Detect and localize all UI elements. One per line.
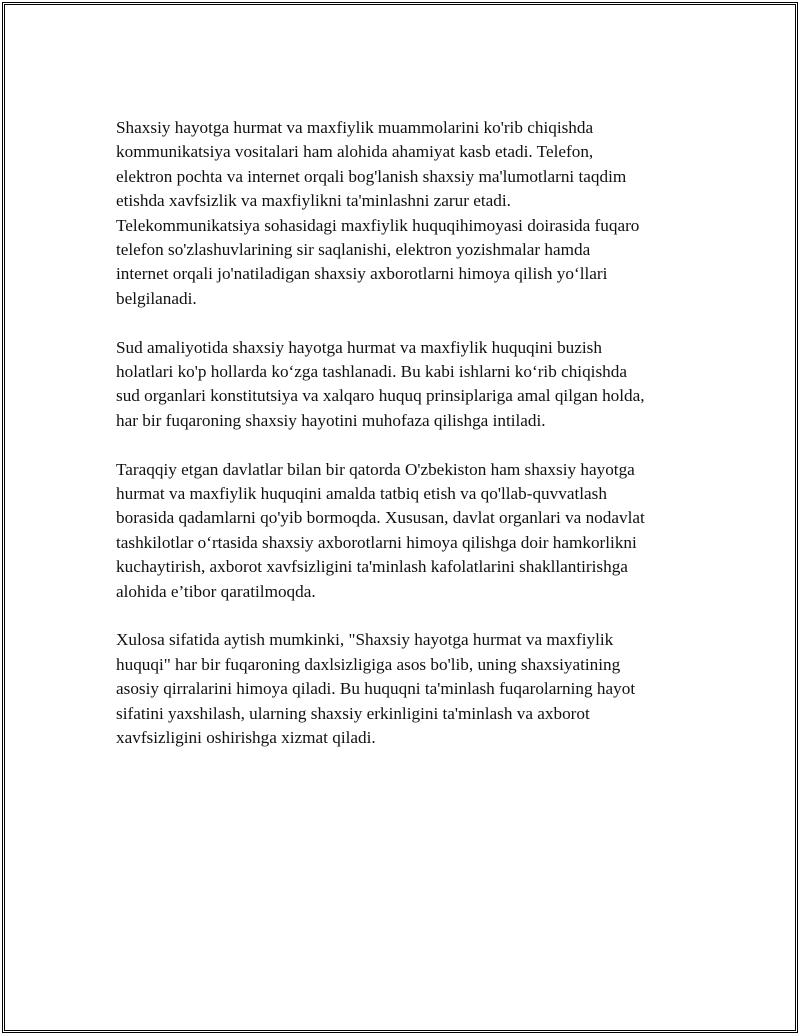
text-line: alohida e’tibor qaratilmoqda.: [116, 581, 316, 601]
text-line: holatlari ko'p hollarda ko‘zga tashlanadi. Bu kabi ishlarni ko‘rib chiqishda: [116, 362, 627, 382]
text-line: borasida qadamlarni qo'yib bormoqda. Xususan, davlat organlari va nodavlat: [116, 508, 645, 528]
document-body: [116, 116, 696, 775]
text-line: Xulosa sifatida aytish mumkinki, "Shaxsiy hayotga hurmat va maxfiylik: [116, 630, 614, 650]
paragraph-1: [116, 116, 696, 311]
text-line: sud organlari konstitutsiya va xalqaro huquq prinsiplariga amal qilgan holda,: [116, 386, 645, 406]
text-line: etishda xavfsizlik va maxfiylikni ta'minlashni zarur etadi.: [116, 191, 511, 211]
text-line: sifatini yaxshilash, ularning shaxsiy erkinligini ta'minlash va axborot: [116, 703, 590, 723]
text-line: kuchaytirish, axborot xavfsizligini ta'minlash kafolatlarini shakllantirishga: [116, 557, 628, 577]
text-line: Telekommunikatsiya sohasidagi maxfiylik huquqihimoyasi doirasida fuqaro: [116, 215, 640, 235]
paragraph-3: [116, 458, 696, 604]
text-line: tashkilotlar o‘rtasida shaxsiy axborotlarni himoya qilishga doir hamkorlikni: [116, 532, 637, 552]
text-line: asosiy qirralarini himoya qiladi. Bu huquqni ta'minlash fuqarolarning hayot: [116, 679, 636, 699]
paragraph-2: [116, 336, 696, 434]
text-line: Sud amaliyotida shaxsiy hayotga hurmat va maxfiylik huquqini buzish: [116, 337, 602, 357]
text-line: kommunikatsiya vositalari ham alohida ahamiyat kasb etadi. Telefon,: [116, 142, 594, 162]
text-line: elektron pochta va internet orqali bog'lanish shaxsiy ma'lumotlarni taqdim: [116, 166, 627, 186]
text-line: Taraqqiy etgan davlatlar bilan bir qatorda O'zbekiston ham shaxsiy hayotga: [116, 459, 635, 479]
text-line: telefon so'zlashuvlarining sir saqlanishi, elektron yozishmalar hamda: [116, 240, 591, 260]
text-line: hurmat va maxfiylik huquqini amalda tatbiq etish va qo'llab-quvvatlash: [116, 484, 607, 504]
text-line: xavfsizligini oshirishga xizmat qiladi.: [116, 728, 376, 748]
paragraph-4: [116, 628, 696, 750]
text-line: har bir fuqaroning shaxsiy hayotini muhofaza qilishga intiladi.: [116, 410, 546, 430]
text-line: belgilanadi.: [116, 288, 197, 308]
text-line: internet orqali jo'natiladigan shaxsiy axborotlarni himoya qilish yo‘llari: [116, 264, 608, 284]
text-line: huquqi" har bir fuqaroning daxlsizligiga asos bo'lib, uning shaxsiyatining: [116, 654, 621, 674]
text-line: Shaxsiy hayotga hurmat va maxfiylik muammolarini ko'rib chiqishda: [116, 118, 594, 137]
